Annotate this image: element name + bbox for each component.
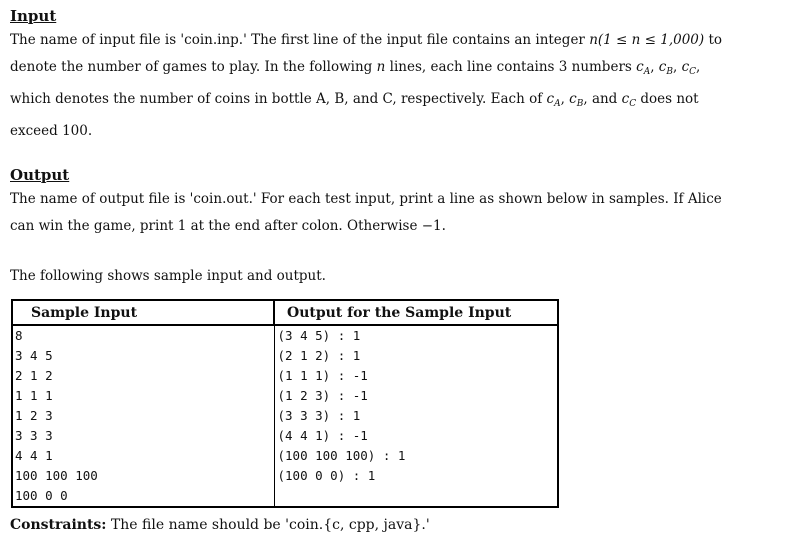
output-heading: Output <box>10 166 70 184</box>
output-line: (3 4 5) : 1 <box>277 328 361 343</box>
cc-variable: $c_C$ <box>681 59 697 77</box>
input-text-3-and: and <box>591 91 618 107</box>
output-line: (100 0 0) : 1 <box>277 468 376 483</box>
ca-variable: $c_A$ <box>636 59 651 77</box>
input-line: 100 100 100 <box>15 468 98 483</box>
output-line: (2 1 2) : 1 <box>277 348 361 363</box>
input-line: 3 4 5 <box>15 348 53 363</box>
output-line: (4 4 1) : -1 <box>277 428 368 443</box>
n-variable-2: n <box>376 59 386 75</box>
output-line: (1 1 1) : -1 <box>277 368 368 383</box>
input-text-1-end: to <box>708 32 723 48</box>
cb-variable: $c_B$ <box>658 59 673 77</box>
input-line: 1 1 1 <box>15 388 53 403</box>
constraints-text: The file name should be 'coin.{c, cpp, java}.' <box>110 517 430 533</box>
input-line: 8 <box>15 328 23 343</box>
output-line: (1 2 3) : -1 <box>277 388 368 403</box>
output-paragraph <box>10 186 780 240</box>
input-line: 2 1 2 <box>15 368 53 383</box>
sample-output-column <box>274 325 558 507</box>
n-range: (1 ≤ n ≤ 1,000) <box>597 32 705 48</box>
output-text-1: The name of output file is 'coin.out.' For each test input, print a line as shown below in samples. If Alice <box>10 191 722 207</box>
input-text-4: exceed 100. <box>10 123 93 139</box>
sample-input-header: Sample Input <box>12 300 274 325</box>
sample-intro-text: The following shows sample input and output. <box>10 268 326 284</box>
input-line: 3 3 3 <box>15 428 53 443</box>
input-paragraph: The name of input file is 'coin.inp.' The first line of the input file contains an integer n(1 ≤ n ≤ 1,000) to denote the number of games to play. In the following n lines, each line contains 3 numbers $c_A$, $c_B$, $c_C$, which denotes the number of coins in bottle A, B, and C, respectively. Each of $c_A$, $c_B$, and $c_C$ does not exceed 100. <box>10 32 723 139</box>
cc-variable-2: $c_C$ <box>621 91 637 109</box>
constraints-line <box>10 517 430 533</box>
output-line: (3 3 3) : 1 <box>277 408 361 423</box>
cb-variable-2: $c_B$ <box>569 91 584 109</box>
output-text-2: can win the game, print 1 at the end after colon. Otherwise −1. <box>10 218 446 234</box>
input-heading: Input <box>10 7 57 25</box>
output-section <box>10 166 780 240</box>
input-text-2b: lines, each line contains 3 numbers <box>389 59 632 75</box>
input-text-3b: does not <box>640 91 699 107</box>
sample-table <box>11 299 559 508</box>
input-line: 4 4 1 <box>15 448 53 463</box>
input-text-3: which denotes the number of coins in bottle A, B, and C, respectively. Each of <box>10 91 543 107</box>
input-section <box>10 7 780 145</box>
input-text-2: denote the number of games to play. In the following <box>10 59 373 75</box>
constraints-label: Constraints: <box>10 517 107 533</box>
ca-variable-2: $c_A$ <box>546 91 561 109</box>
input-line: 1 2 3 <box>15 408 53 423</box>
n-variable: n <box>589 32 598 48</box>
sample-output-header: Output for the Sample Input <box>274 300 558 325</box>
input-text-1: The name of input file is 'coin.inp.' The first line of the input file contains an integer <box>10 32 585 48</box>
sample-input-column <box>12 325 274 507</box>
input-line: 100 0 0 <box>15 488 68 503</box>
output-line: (100 100 100) : 1 <box>277 448 406 463</box>
